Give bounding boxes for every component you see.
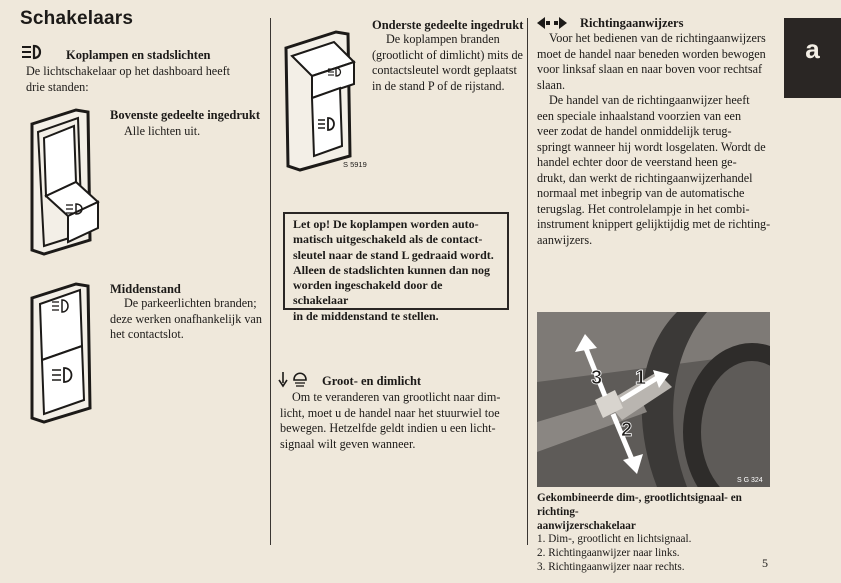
text-line: De handel van de richtingaanwijzer heeft <box>549 93 750 107</box>
text-line: een speciale inhaalstand voorzien van een <box>537 108 742 123</box>
column-divider-left <box>270 18 271 545</box>
intro-line: drie standen: <box>26 79 89 94</box>
caption-item: 2. Richtingaanwijzer naar links. <box>537 547 680 560</box>
chapter-tab: a <box>784 18 841 98</box>
text-line: instrument knippert gelijktijdig met de richting- <box>537 217 771 231</box>
text-line: bewegen. Hetzelfde geldt indien u een licht- <box>280 421 496 435</box>
top-position-heading: Bovenste gedeelte ingedrukt <box>110 108 260 122</box>
figure-code: S 5919 <box>343 160 367 169</box>
warning-line: in de middenstand te stellen. <box>293 308 439 323</box>
headlights-heading: Koplampen en stadslichten <box>66 48 211 62</box>
top-position-text: Alle lichten uit. <box>124 124 201 138</box>
page-number: 5 <box>762 556 768 570</box>
headlight-icon <box>20 44 44 60</box>
switch-illustration-top <box>18 104 110 265</box>
warning-line: sleutel naar de stand L gedraaid wordt. <box>293 247 494 262</box>
indicators-heading: Richtingaanwijzers <box>580 16 684 30</box>
warning-line: worden ingeschakeld door de schakelaar <box>293 278 443 308</box>
column-divider-right <box>527 18 528 545</box>
text-line: Om te veranderen van grootlicht naar dim- <box>292 390 501 404</box>
turn-signal-icon <box>537 17 567 29</box>
middle-position-text <box>110 296 266 343</box>
beam-heading: Groot- en dimlicht <box>322 374 422 388</box>
warning-box <box>283 212 509 323</box>
text-line: signaal wilt geven wanneer. <box>280 436 416 451</box>
text-line: in de stand P of de rijstand. <box>372 78 505 93</box>
stalk-photo <box>537 312 770 487</box>
bottom-position-heading: Onderste gedeelte ingedrukt <box>372 18 524 32</box>
text-line: het contactslot. <box>110 327 184 341</box>
middle-position-heading: Middenstand <box>110 282 181 296</box>
text-line: veer zodat de handel onmiddelijk terug- <box>537 124 732 138</box>
text-line: terugslag. Het controlelampje in het combi- <box>537 201 750 216</box>
arrow-label-2: 2 <box>621 419 633 441</box>
text-line: Voor het bedienen van de richtingaanwijzers <box>549 31 766 45</box>
caption-title-line: Gekombineerde dim-, grootlichtsignaal- en richting- <box>537 492 742 518</box>
text-line: licht, moet u de handel naar het stuurwiel toe <box>280 405 500 420</box>
caption-item: 1. Dim-, grootlicht en lichtsignaal. <box>537 533 692 546</box>
caption-item: 3. Richtingaanwijzer naar rechts. <box>537 560 685 573</box>
text-line: (grootlicht of dimlicht) mits de <box>372 47 523 62</box>
switch-illustration-middle <box>18 278 110 433</box>
warning-line: Alleen de stadslichten kunnen dan nog <box>293 262 491 277</box>
text-line: contactsleutel wordt geplaatst <box>372 63 517 77</box>
text-line: De koplampen branden <box>386 32 500 46</box>
text-line: handel echter door de veerstand heen ge- <box>537 155 737 169</box>
text-line: springt wanneer hij wordt losgelaten. Wordt de <box>537 139 766 154</box>
bottom-position-text <box>372 32 532 94</box>
headlights-intro <box>26 64 266 95</box>
arrow-label-1: 1 <box>635 367 647 389</box>
text-line: normaal met inbegrip van de automatische <box>537 186 745 200</box>
warning-line: Let op! De koplampen worden auto- <box>293 217 479 231</box>
arrow-label-3: 3 <box>591 367 603 389</box>
text-line: deze werken onafhankelijk van <box>110 311 262 326</box>
intro-line: De lichtschakelaar op het dashboard heeft <box>26 64 231 78</box>
beam-text <box>280 390 526 452</box>
photo-code: S G 324 <box>737 477 763 484</box>
text-line: De parkeerlichten branden; <box>124 296 257 310</box>
figure-caption <box>537 492 777 575</box>
indicators-para1 <box>537 31 781 93</box>
caption-title-line: aanwijzerschakelaar <box>537 519 636 532</box>
warning-line: matisch uitgeschakeld als de contact- <box>293 232 483 247</box>
text-line: aanwijzers. <box>537 232 593 247</box>
text-line: slaan. <box>537 77 566 92</box>
text-line: drukt, dan werkt de richtingaanwijzerhandel <box>537 170 753 185</box>
text-line: voor linksaf slaan en naar boven voor rechtsaf <box>537 62 763 76</box>
indicators-para2 <box>537 93 781 248</box>
page-title: Schakelaars <box>20 8 134 29</box>
text-line: moet de handel naar beneden worden bewogen <box>537 46 766 61</box>
switch-illustration-bottom <box>278 18 370 177</box>
beam-switch-icon <box>278 370 310 388</box>
